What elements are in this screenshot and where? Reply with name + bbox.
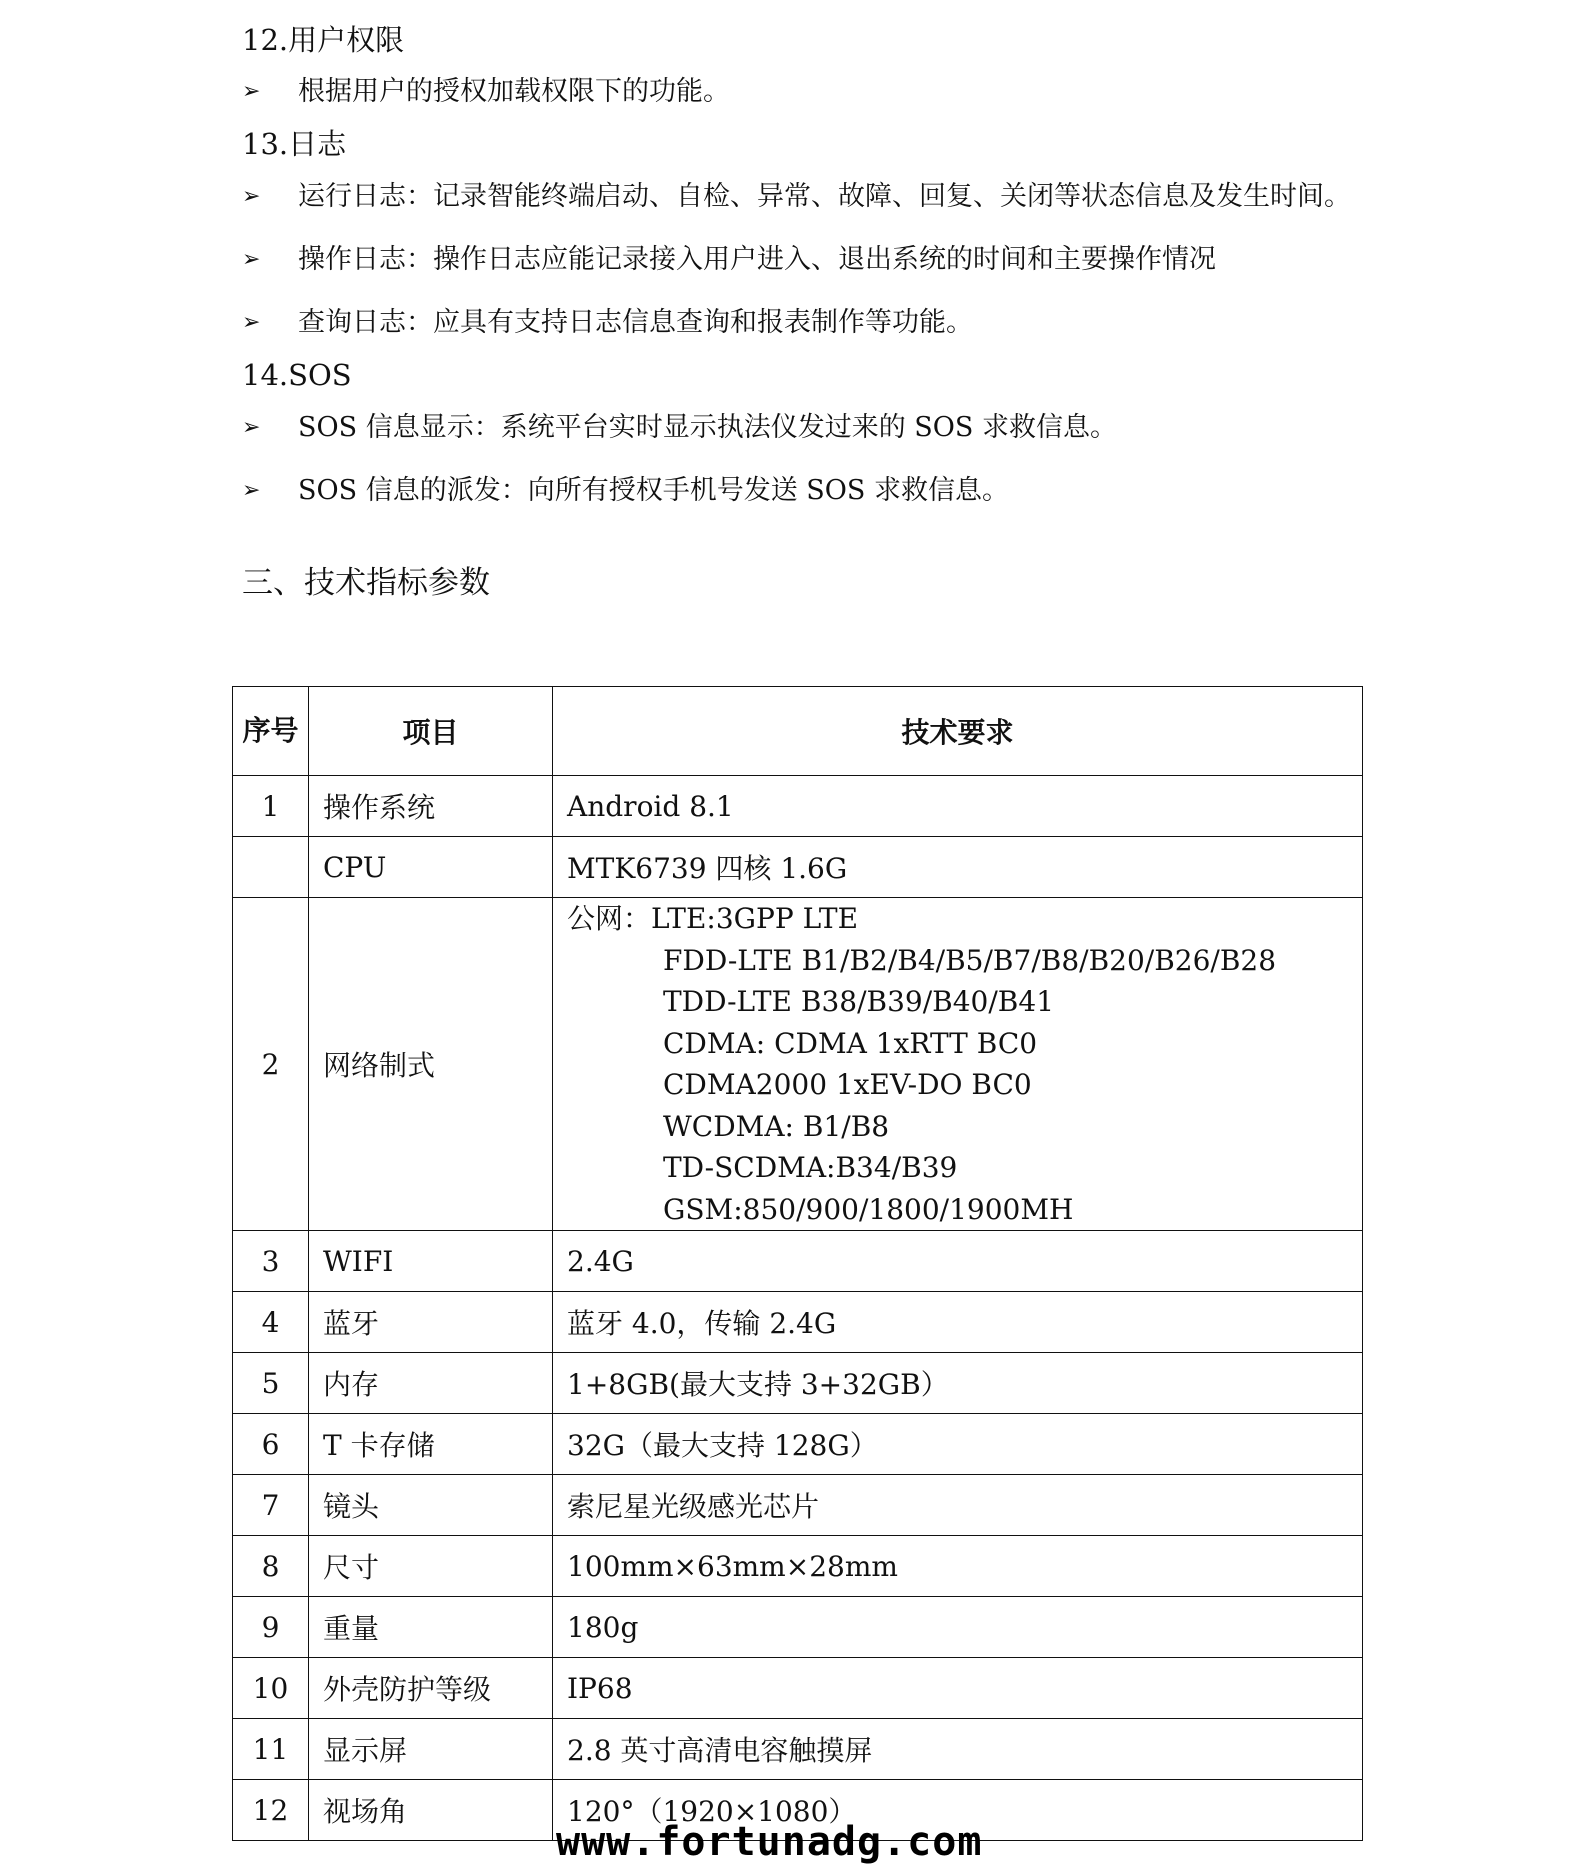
row-index: 7 <box>233 1475 309 1536</box>
row-index: 4 <box>233 1292 309 1353</box>
column-header-item: 项目 <box>309 687 553 776</box>
table-row <box>233 1292 1363 1353</box>
row-item: 尺寸 <box>309 1536 553 1597</box>
row-item: 蓝牙 <box>309 1292 553 1353</box>
watermark: www.fortunadg.com <box>556 1819 983 1865</box>
bullet-text: SOS 信息显示：系统平台实时显示执法仪发过来的 SOS 求救信息。 <box>298 412 1118 443</box>
row-item: WIFI <box>309 1231 553 1292</box>
row-index: 1 <box>233 776 309 837</box>
section-heading-logs: 13.日志 <box>242 127 347 161</box>
list-item <box>242 408 1117 448</box>
row-item: T 卡存储 <box>309 1414 553 1475</box>
table-row <box>233 1658 1363 1719</box>
table-header-row <box>233 687 1363 776</box>
row-requirement: 180g <box>553 1597 1363 1658</box>
arrow-bullet-icon: ➢ <box>242 184 261 209</box>
row-requirement: 1+8GB(最大支持 3+32GB） <box>553 1353 1363 1414</box>
table-row <box>233 1414 1363 1475</box>
requirement-line: FDD-LTE B1/B2/B4/B5/B7/B8/B20/B26/B28 <box>663 943 1277 977</box>
requirement-line: TD-SCDMA:B34/B39 <box>663 1151 958 1184</box>
row-requirement: 索尼星光级感光芯片 <box>553 1475 1363 1536</box>
row-index: 6 <box>233 1414 309 1475</box>
arrow-bullet-icon: ➢ <box>242 310 261 335</box>
requirement-line: WCDMA: B1/B8 <box>663 1109 890 1143</box>
row-requirement: 2.8 英寸高清电容触摸屏 <box>553 1719 1363 1780</box>
column-header-requirement: 技术要求 <box>553 687 1363 776</box>
row-item: 外壳防护等级 <box>309 1658 553 1719</box>
table-row <box>233 776 1363 837</box>
bullet-text: 根据用户的授权加载权限下的功能。 <box>298 76 730 107</box>
row-item: 显示屏 <box>309 1719 553 1780</box>
row-requirement: IP68 <box>553 1658 1363 1719</box>
row-index: 2 <box>233 898 309 1231</box>
row-index: 9 <box>233 1597 309 1658</box>
requirement-line: TDD-LTE B38/B39/B40/B41 <box>663 985 1055 1018</box>
table-row <box>233 1353 1363 1414</box>
table-row <box>233 898 1363 1231</box>
arrow-bullet-icon: ➢ <box>242 415 261 440</box>
row-requirement: 蓝牙 4.0，传输 2.4G <box>553 1292 1363 1353</box>
row-index: 5 <box>233 1353 309 1414</box>
row-item: 网络制式 <box>309 898 553 1231</box>
chapter-title: 三、技术指标参数 <box>242 565 490 601</box>
table-row <box>233 1231 1363 1292</box>
section-heading-user-permissions: 12.用户权限 <box>242 23 405 57</box>
row-index: 8 <box>233 1536 309 1597</box>
list-item <box>242 240 1216 280</box>
row-item: CPU <box>309 837 553 898</box>
requirement-line: CDMA: CDMA 1xRTT BC0 <box>663 1026 1038 1060</box>
row-index: 11 <box>233 1719 309 1780</box>
row-requirement: 32G（最大支持 128G） <box>553 1414 1363 1475</box>
arrow-bullet-icon: ➢ <box>242 478 261 503</box>
requirement-line: 公网：LTE:3GPP LTE <box>567 902 859 935</box>
arrow-bullet-icon: ➢ <box>242 79 261 104</box>
row-requirement: Android 8.1 <box>553 776 1363 837</box>
table-row <box>233 1719 1363 1780</box>
list-item <box>242 72 730 112</box>
bullet-text: 查询日志：应具有支持日志信息查询和报表制作等功能。 <box>298 307 973 338</box>
row-requirement: 120°（1920×1080） <box>553 1780 1363 1841</box>
table-row <box>233 1475 1363 1536</box>
row-item: 内存 <box>309 1353 553 1414</box>
row-index <box>233 837 309 898</box>
bullet-text: SOS 信息的派发：向所有授权手机号发送 SOS 求救信息。 <box>298 475 1010 506</box>
bullet-text: 操作日志：操作日志应能记录接入用户进入、退出系统的时间和主要操作情况 <box>298 244 1216 275</box>
bullet-text: 运行日志：记录智能终端启动、自检、异常、故障、回复、关闭等状态信息及发生时间。 <box>298 181 1351 212</box>
row-item: 视场角 <box>309 1780 553 1841</box>
row-item: 重量 <box>309 1597 553 1658</box>
spec-table <box>232 686 1363 1841</box>
row-index: 10 <box>233 1658 309 1719</box>
requirement-line: GSM:850/900/1800/1900MH <box>663 1192 1074 1226</box>
row-requirement <box>553 898 1363 1231</box>
row-index: 12 <box>233 1780 309 1841</box>
list-item <box>242 471 1009 511</box>
row-requirement: 2.4G <box>553 1231 1363 1292</box>
row-item: 操作系统 <box>309 776 553 837</box>
row-index: 3 <box>233 1231 309 1292</box>
table-row <box>233 1536 1363 1597</box>
requirement-line: CDMA2000 1xEV-DO BC0 <box>663 1068 1032 1101</box>
row-item: 镜头 <box>309 1475 553 1536</box>
table-row <box>233 1597 1363 1658</box>
section-heading-sos: 14.SOS <box>242 358 352 392</box>
list-item <box>242 177 1351 217</box>
arrow-bullet-icon: ➢ <box>242 247 261 272</box>
row-requirement: 100mm×63mm×28mm <box>553 1536 1363 1597</box>
row-requirement: MTK6739 四核 1.6G <box>553 837 1363 898</box>
column-header-index: 序号 <box>233 687 309 776</box>
list-item <box>242 303 973 343</box>
table-row <box>233 837 1363 898</box>
